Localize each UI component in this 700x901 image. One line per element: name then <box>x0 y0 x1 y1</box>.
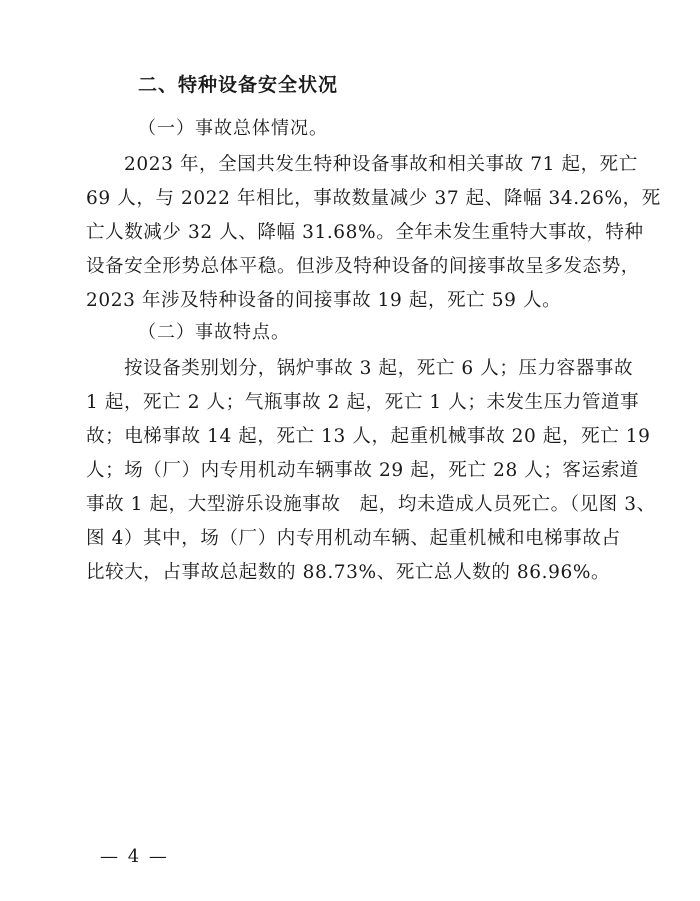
subsection-title-overall: （一）事故总体情况。 <box>138 118 328 139</box>
section-heading: 二、特种设备安全状况 <box>138 74 339 96</box>
paragraph-line: 按设备类别划分，锅炉事故 3 起，死亡 6 人；压力容器事故 <box>124 358 634 379</box>
paragraph-line: 亡人数减少 32 人、降幅 31.68%。全年未发生重特大事故，特种 <box>86 222 644 243</box>
paragraph-line: 事故 1 起，大型游乐设施事故 起，均未造成人员死亡。（见图 3、 <box>86 494 656 515</box>
subsection-title-features: （二）事故特点。 <box>138 322 290 343</box>
paragraph-line: 2023 年，全国共发生特种设备事故和相关事故 71 起，死亡 <box>124 154 638 175</box>
paragraph-line: 图 4）其中，场（厂）内专用机动车辆、起重机械和电梯事故占 <box>86 528 621 549</box>
paragraph-line: 1 起，死亡 2 人；气瓶事故 2 起，死亡 1 人；未发生压力管道事 <box>86 392 640 413</box>
paragraph-line: 69 人，与 2022 年相比，事故数量减少 37 起、降幅 34.26%，死 <box>86 188 661 209</box>
paragraph-line: 比较大，占事故总起数的 88.73%、死亡总人数的 86.96%。 <box>86 562 611 583</box>
paragraph-line: 人；场（厂）内专用机动车辆事故 29 起，死亡 28 人；客运索道 <box>86 460 639 481</box>
paragraph-line: 2023 年涉及特种设备的间接事故 19 起，死亡 59 人。 <box>86 290 562 311</box>
paragraph-line: 故；电梯事故 14 起，死亡 13 人，起重机械事故 20 起，死亡 19 <box>86 426 651 447</box>
paragraph-line: 设备安全形势总体平稳。但涉及特种设备的间接事故呈多发态势， <box>86 256 640 277</box>
page-number: — 4 — <box>100 846 169 867</box>
